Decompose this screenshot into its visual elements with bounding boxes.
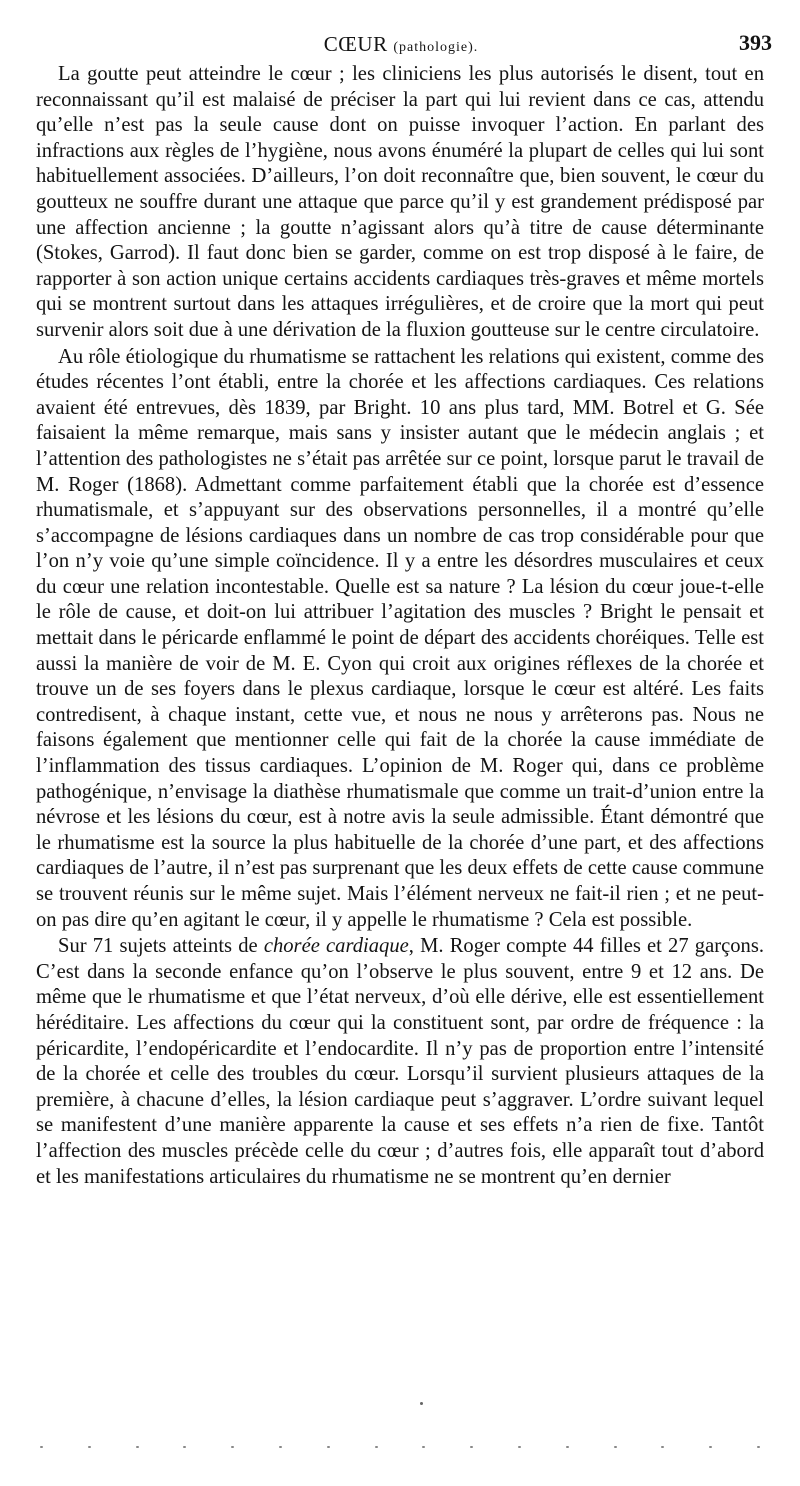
ink-mark [88,1446,91,1448]
ink-mark [614,1446,617,1448]
paragraph-chorea-cardiaque-rest: , M. Roger compte 44 filles et 27 garçons. C’est dans la seconde enfance qu’on l’observe le plus souvent, entre 9 et 12 ans. De même que le rhumatisme et que l’état nerveux, d’où elle dérive, elle est essentiellement héréditaire. Les affections du cœur qui la constituent sont, par ordre de fréquence : la péricardite, l’endopéricardite et l’endocardite. Il n’y pas de proportion entre l’intensité de la chorée et celle des troubles du cœur. Lorsqu’il survient plusieurs attaques de la première, à chacune d’elles, la lésion cardiaque peut s’aggraver. L’ordre suivant lequel se manifestent d’une manière apparente la cause et ses effets n’a rien de fixe. Tantôt l’affection des muscles précède celle du cœur ; d’autres fois, elle apparaît tout d’abord et les manifestations articulaires du rhumatisme ne se montrent qu’en dernier [36,935,764,1188]
ink-mark [757,1446,760,1448]
body-text [36,62,764,1190]
paragraph-chorea-cardiaque [36,934,764,1190]
ink-mark [183,1446,186,1448]
ink-mark [422,1446,425,1448]
ink-mark [470,1446,473,1448]
stray-ink-dot [420,1402,423,1405]
ink-mark [518,1446,521,1448]
ink-mark [231,1446,234,1448]
ink-mark [327,1446,330,1448]
ink-mark [136,1446,139,1448]
running-title [36,32,766,57]
ink-mark [40,1446,43,1448]
running-title-main: CŒUR [323,32,388,56]
ink-mark [375,1446,378,1448]
running-title-subtitle: (pathologie). [393,40,479,55]
running-head [36,28,772,64]
ink-mark [709,1446,712,1448]
paragraph-chorea-cardiaque-start: Sur 71 sujets atteints de [58,935,264,958]
ink-mark [566,1446,569,1448]
paragraph-gout: La goutte peut atteindre le cœur ; les cliniciens les plus autorisés le disent, tout en reconnaissant qu’il est malaisé de préciser la part qui lui revient dans ce cas, attendu qu’elle n’est pas la seule cause dont on puisse invoquer l’action. En parlant des infractions aux règles de l’hygiène, nous avons énuméré la plupart de celles qui lui sont habituellement associées. D’ailleurs, l’on doit reconnaître que, bien souvent, le cœur du goutteux ne souffre durant une attaque que parce qu’il y est grandement prédisposé par une affection ancienne ; la goutte n’agissant alors qu’à titre de cause déterminante (Stokes, Garrod). Il faut donc bien se garder, comme on est trop disposé à le faire, de rapporter à son action unique certains accidents cardiaques très-graves et même mortels qui se montrent surtout dans les attaques irrégulières, et de croire que la mort qui peut survenir alors soit due à une dérivation de la fluxion goutteuse sur le centre circulatoire. [36,63,764,341]
footer-ink-marks [40,1440,760,1454]
ink-mark [279,1446,282,1448]
ink-mark [661,1446,664,1448]
page-number: 393 [739,30,772,55]
emphasis-choree-cardiaque: chorée cardiaque [263,935,409,958]
paragraph-chorea-relations: Au rôle étiologique du rhumatisme se rattachent les relations qui existent, comme des études récentes l’ont établi, entre la chorée et les affections cardiaques. Ces relations avaient été entrevues, dès 1839, par Bright. 10 ans plus tard, MM. Botrel et G. Sée faisaient la même remarque, mais sans y insister autant que le médecin anglais ; et l’attention des pathologistes ne s’était pas arrêtée sur ce point, lorsque parut le travail de M. Roger (1868). Admettant comme parfaitement établi que la chorée est d’essence rhumatismale, et s’appuyant sur des observations personnelles, il a montré qu’elle s’accompagne de lésions cardiaques dans un nombre de cas trop considérable pour que l’on n’y voie qu’une simple coïncidence. Il y a entre les désordres musculaires et ceux du cœur une relation incontestable. Quelle est sa nature ? La lésion du cœur joue-t-elle le rôle de cause, et doit-on lui attribuer l’agitation des muscles ? Bright le pensait et mettait dans le péricarde enflammé le point de départ des accidents choréiques. Telle est aussi la manière de voir de M. E. Cyon qui croit aux origines réflexes de la chorée et trouve un de ses foyers dans le plexus cardiaque, lorsque le cœur est altéré. Les faits contredisent, à chaque instant, cette vue, et nous ne nous y arrêterons pas. Nous ne faisons également que mentionner celle qui fait de la chorée la cause immédiate de l’inflammation des tissus cardiaques. L’opinion de M. Roger qui, dans ce problème pathogénique, n’envisage la diathèse rhumatismale que comme un trait-d’union entre la névrose et les lésions du cœur, est à notre avis la seule admissible. Étant démontré que le rhumatisme est la source la plus habituelle de la chorée d’une part, et des affections cardiaques de l’autre, il n’est pas surprenant que les deux effets de cette cause commune se trouvent réunis sur le même sujet. Mais l’élément nerveux ne fait-il rien ; et ne peut-on pas dire qu’en agitant le cœur, il y appelle le rhumatisme ? Cela est possible. [36,345,764,931]
